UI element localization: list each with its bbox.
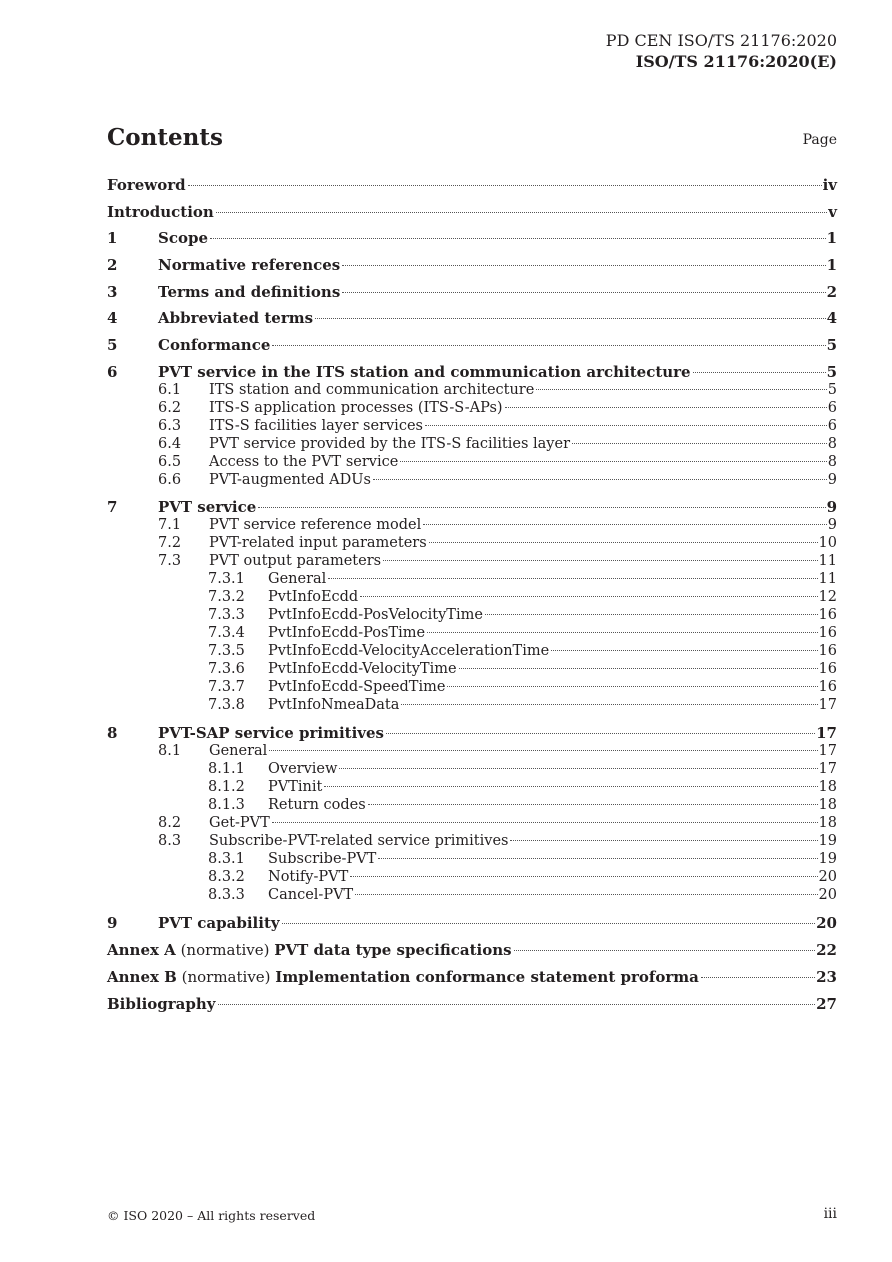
toc-entry-number: 8 [107,724,118,742]
toc-entry[interactable] [107,641,837,661]
dot-leader [386,733,815,734]
toc-entry[interactable] [107,569,837,589]
toc-entry-title [268,587,358,607]
dot-leader [383,560,817,561]
toc-entry[interactable] [107,867,837,887]
toc-entry[interactable] [107,849,837,869]
toc-entry[interactable] [107,605,837,625]
toc-entry-annex-title: Implementation conformance statement proforma [275,968,699,986]
toc-entry[interactable] [107,515,837,535]
dot-leader [423,524,827,525]
toc-entry-page: 18 [818,797,837,813]
toc-entry-title [268,849,376,869]
toc-entry-title-text: PVT capability [158,914,280,932]
toc-entry-title-text: PVT-related input parameters [209,535,427,551]
toc-entry-number: 7.3.3 [208,607,245,623]
toc-entry-page: 1 [826,256,837,274]
toc-entry[interactable] [107,587,837,607]
dot-leader [350,876,817,877]
toc-entry-title [209,416,423,436]
toc-entry[interactable] [107,362,837,382]
toc-entry-title-text: ITS station and communication architecture [209,382,535,398]
toc-entry[interactable] [107,497,837,517]
toc-entry-title-text: Annex A [107,941,176,959]
dot-leader [701,977,815,978]
toc-entry-page: 27 [816,995,837,1013]
toc-entry-number: 6.2 [158,400,182,416]
toc-entry-page: v [828,203,837,221]
toc-entry[interactable] [107,813,837,833]
toc-entry-title [209,533,427,553]
toc-entry-number: 8.1.3 [208,797,245,813]
toc-entry-number: 6.6 [158,472,182,488]
toc-entry-number: 8.2 [158,815,182,831]
toc-entry-title [268,759,337,779]
toc-entry-number: 8.3 [158,833,182,849]
toc-entry-title [268,569,326,589]
dot-leader [427,632,817,633]
page-number: iii [823,1206,837,1222]
toc-entry-page: 12 [818,589,837,605]
toc-entry-page: 9 [827,517,837,533]
dot-leader [342,292,825,293]
toc-entry-number: 6.5 [158,454,182,470]
toc-entry-title-text: ITS-S facilities layer services [209,418,423,434]
toc-entry-annex-title: PVT data type specifications [274,941,512,959]
toc-entry-title [158,362,691,382]
dot-leader [429,542,818,543]
toc-entry-title-text: Notify-PVT [268,869,349,885]
toc-entry-page: 18 [818,815,837,831]
toc-entry-title [209,380,534,400]
toc-entry-page: 23 [816,968,837,986]
toc-entry[interactable] [107,434,837,454]
toc-entry[interactable] [107,831,837,851]
dot-leader [272,822,818,823]
toc-entry-title-text: PVT service reference model [209,517,422,533]
dot-leader [218,1004,816,1005]
toc-entry-title [209,741,267,761]
toc-entry-page: 5 [826,363,837,381]
dot-leader [188,185,822,186]
toc-entry-number: 7.3.6 [208,661,245,677]
copyright-notice: © ISO 2020 – All rights reserved [107,1208,316,1223]
toc-entry[interactable] [107,255,837,275]
toc-entry-title [268,623,425,643]
toc-entry-page: 16 [818,679,837,695]
toc-entry-annex-type: (normative) [176,968,276,986]
toc-entry-page: 4 [826,309,837,327]
toc-entry-page: 9 [826,498,837,516]
toc-entry-annex-type: (normative) [175,941,275,959]
toc-entry-title-text: PVTinit [268,779,323,795]
toc-entry-number: 6.1 [158,382,182,398]
dot-leader [210,238,826,239]
toc-entry-title [107,994,216,1014]
toc-entry-page: 17 [818,761,837,777]
toc-entry-title [158,255,340,275]
toc-entry-title [107,940,512,960]
toc-entry-number: 6.3 [158,418,182,434]
toc-entry-page: 11 [818,571,837,587]
toc-entry[interactable] [107,452,837,472]
toc-entry-page: 16 [818,661,837,677]
toc-entry-title [268,641,549,661]
toc-entry-title [158,228,208,248]
dot-leader [514,950,816,951]
toc-entry-title-text: Access to the PVT service [209,454,399,470]
toc-entry-page: iv [822,176,837,194]
dot-leader [693,372,826,373]
toc-entry-title-text: PvtInfoEcdd-PosTime [268,625,426,641]
toc-entry-number: 7.3.7 [208,679,245,695]
toc-entry-title-text: General [209,743,268,759]
toc-entry-number: 9 [107,914,118,932]
toc-entry-title-text: Overview [268,761,338,777]
toc-entry-title [158,282,340,302]
toc-entry-page: 20 [818,869,837,885]
toc-entry-number: 3 [107,283,118,301]
toc-entry-title-text: PVT-augmented ADUs [209,472,371,488]
toc-entry[interactable] [107,913,837,933]
toc-entry-number: 7.3.8 [208,697,245,713]
toc-entry-title [209,434,570,454]
toc-entry-page: 6 [827,400,837,416]
dot-leader [328,578,817,579]
toc-entry[interactable] [107,380,837,400]
dot-leader [536,389,826,390]
dot-leader [342,265,825,266]
toc-entry-title [268,885,353,905]
toc-entry-title [158,308,313,328]
page-column-label: Page [802,132,837,148]
toc-entry-page: 16 [818,625,837,641]
toc-entry-title [268,867,348,887]
toc-entry-title-text: PvtInfoEcdd [268,589,359,605]
dot-leader [425,425,827,426]
toc-entry-number: 7.2 [158,535,182,551]
toc-entry[interactable] [107,282,837,302]
toc-entry-title-text: Subscribe-PVT-related service primitives [209,833,509,849]
dot-leader [258,507,825,508]
toc-entry-title-text: PvtInfoEcdd-VelocityAccelerationTime [268,643,550,659]
toc-entry-title-text: Subscribe-PVT [268,851,377,867]
toc-entry-page: 10 [818,535,837,551]
toc-entry[interactable] [107,533,837,553]
toc-entry-title-text: Terms and definitions [158,283,341,301]
toc-entry-title [209,831,508,851]
toc-entry[interactable] [107,228,837,248]
header-line-1: PD CEN ISO/TS 21176:2020 [605,31,837,50]
toc-entry-page: 17 [818,697,837,713]
toc-entry-number: 8.3.2 [208,869,245,885]
toc-entry-page: 9 [827,472,837,488]
toc-entry-number: 7.3 [158,553,182,569]
dot-leader [368,804,818,805]
toc-entry-title-text: PVT service [158,498,257,516]
toc-entry[interactable] [107,623,837,643]
dot-leader [505,407,827,408]
toc-entry-title-text: PVT output parameters [209,553,382,569]
toc-entry-title [268,777,322,797]
toc-entry-title-text: Annex B [107,968,177,986]
dot-leader [355,894,817,895]
toc-entry-title-text: General [268,571,327,587]
toc-entry-page: 19 [818,851,837,867]
toc-entry[interactable] [107,551,837,571]
dot-leader [572,443,827,444]
toc-entry-title [268,659,457,679]
toc-entry-page: 22 [816,941,837,959]
toc-entry-title-text: PvtInfoEcdd-VelocityTime [268,661,457,677]
toc-entry[interactable] [107,795,837,815]
dot-leader [447,686,817,687]
toc-entry-page: 5 [826,336,837,354]
toc-entry-title [107,202,214,222]
toc-entry-page: 19 [818,833,837,849]
toc-entry-title-text: PVT service in the ITS station and communication architecture [158,363,691,381]
toc-entry-number: 8.3.3 [208,887,245,903]
dot-leader [216,212,827,213]
toc-entry-number: 6.4 [158,436,182,452]
dot-leader [269,750,817,751]
dot-leader [272,345,825,346]
toc-entry-title-text: Normative references [158,256,341,274]
toc-entry[interactable] [107,335,837,355]
dot-leader [459,668,818,669]
toc-entry[interactable] [107,994,837,1014]
header-line-2: ISO/TS 21176:2020(E) [635,52,837,71]
toc-entry-page: 8 [827,454,837,470]
toc-entry-title [107,967,699,987]
toc-entry[interactable] [107,759,837,779]
toc-entry-number: 7 [107,498,118,516]
toc-entry[interactable] [107,885,837,905]
toc-entry-page: 6 [827,418,837,434]
toc-entry-number: 7.3.2 [208,589,245,605]
toc-entry-title-text: Cancel-PVT [268,887,354,903]
toc-entry-title [209,470,371,490]
dot-leader [315,318,825,319]
toc-entry-title [107,175,186,195]
toc-entry-title-text: PvtInfoNmeaData [268,697,400,713]
dot-leader [510,840,817,841]
toc-entry-page: 11 [818,553,837,569]
toc-entry-title [158,497,256,517]
toc-entry-title [158,913,280,933]
toc-entry-page: 17 [818,743,837,759]
toc-entry-page: 16 [818,643,837,659]
toc-entry-title-text: Introduction [107,203,214,221]
toc-entry-title-text: Scope [158,229,209,247]
toc-entry-number: 5 [107,336,118,354]
toc-entry[interactable] [107,175,837,195]
toc-entry-page: 20 [818,887,837,903]
toc-entry-title-text: Conformance [158,336,271,354]
toc-entry[interactable] [107,741,837,761]
toc-entry-number: 4 [107,309,118,327]
toc-entry-title [268,605,483,625]
toc-entry[interactable] [107,677,837,697]
toc-entry-title [158,723,384,743]
toc-entry-number: 7.3.5 [208,643,245,659]
toc-entry[interactable] [107,470,837,490]
toc-entry-title [209,813,270,833]
toc-entry[interactable] [107,967,837,987]
toc-entry-page: 1 [826,229,837,247]
toc-entry[interactable] [107,940,837,960]
toc-entry-title [268,677,445,697]
toc-entry-number: 1 [107,229,118,247]
toc-entry-title-text: Foreword [107,176,186,194]
toc-entry-title-text: ITS-S application processes (ITS-S-APs) [209,400,503,416]
toc-entry-number: 7.3.1 [208,571,245,587]
toc-entry[interactable] [107,659,837,679]
toc-entry-number: 6 [107,363,118,381]
toc-entry-title-text: Get-PVT [209,815,270,831]
toc-entry-number: 7.3.4 [208,625,245,641]
toc-entry[interactable] [107,308,837,328]
toc-entry-page: 16 [818,607,837,623]
toc-entry-number: 7.1 [158,517,182,533]
toc-entry-title-text: Bibliography [107,995,216,1013]
document-header [606,30,837,72]
toc-entry-title-text: PvtInfoEcdd-PosVelocityTime [268,607,483,623]
toc-entry[interactable] [107,777,837,797]
toc-entry-title [209,551,381,571]
dot-leader [282,923,816,924]
toc-entry-title-text: Abbreviated terms [158,309,314,327]
toc-entry[interactable] [107,723,837,743]
dot-leader [551,650,817,651]
toc-entry-page: 17 [816,724,837,742]
toc-entry-page: 2 [826,283,837,301]
toc-entry-title [209,452,398,472]
toc-entry[interactable] [107,398,837,418]
page-title: Contents [107,124,223,151]
toc-entry-number: 8.1.2 [208,779,245,795]
toc-entry-title [209,515,421,535]
dot-leader [378,858,817,859]
toc-entry-number: 8.1.1 [208,761,245,777]
dot-leader [401,704,817,705]
dot-leader [485,614,818,615]
dot-leader [400,461,826,462]
toc-entry-page: 18 [818,779,837,795]
toc-entry-number: 8.1 [158,743,182,759]
dot-leader [339,768,817,769]
toc-entry-page: 5 [827,382,837,398]
toc-entry[interactable] [107,695,837,715]
dot-leader [373,479,827,480]
toc-entry-title-text: PVT-SAP service primitives [158,724,384,742]
dot-leader [324,786,817,787]
toc-entry-title [209,398,503,418]
dot-leader [360,596,817,597]
toc-entry-title-text: PvtInfoEcdd-SpeedTime [268,679,446,695]
toc-entry[interactable] [107,202,837,222]
toc-entry-number: 2 [107,256,118,274]
toc-entry-number: 8.3.1 [208,851,245,867]
toc-entry-title-text: Return codes [268,797,366,813]
toc-entry-title [268,695,399,715]
toc-entry[interactable] [107,416,837,436]
toc-entry-title [268,795,366,815]
toc-entry-page: 20 [816,914,837,932]
toc-entry-page: 8 [827,436,837,452]
toc-entry-title [158,335,270,355]
toc-entry-title-text: PVT service provided by the ITS-S facilities layer [209,436,570,452]
